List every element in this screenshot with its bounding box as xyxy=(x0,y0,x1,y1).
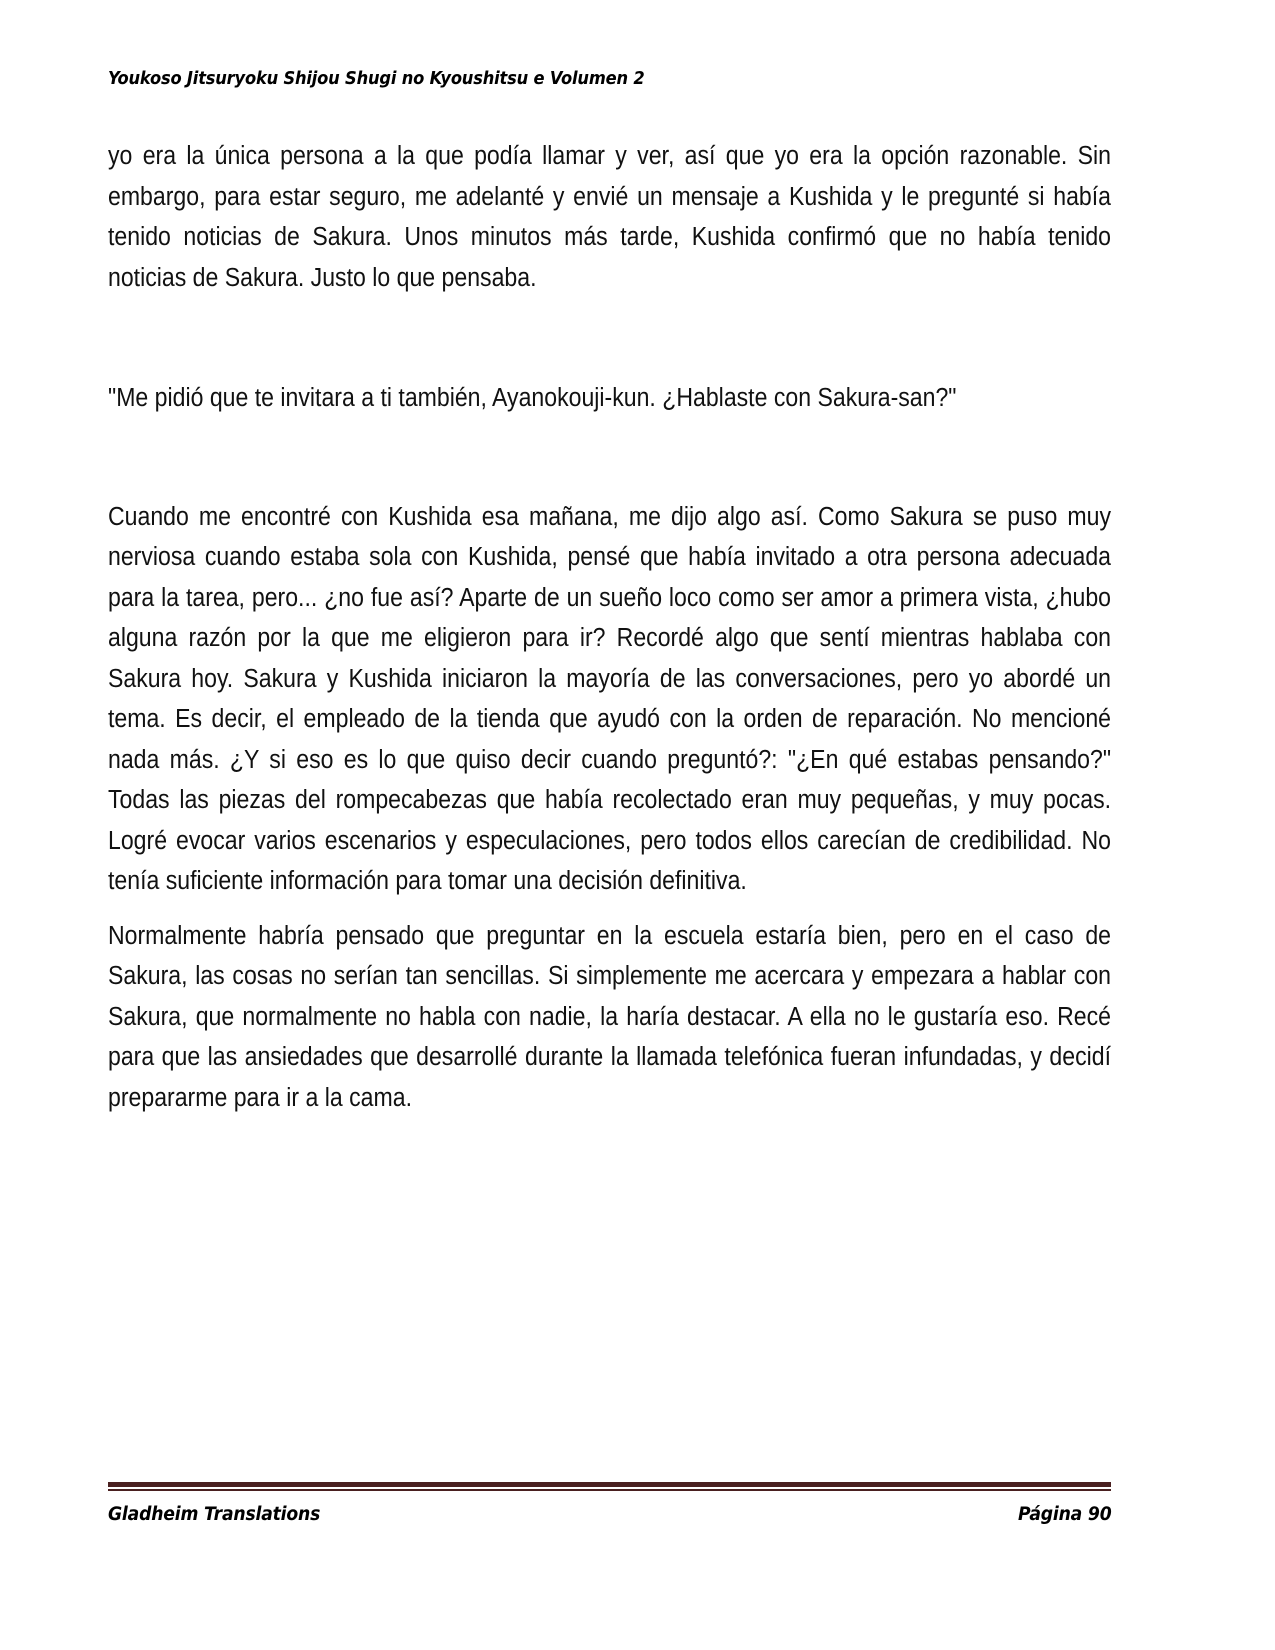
footer-divider xyxy=(108,1482,1111,1491)
footer-translator-credit: Gladheim Translations xyxy=(108,1504,321,1525)
running-header xyxy=(108,68,1111,94)
header-title: Youkoso Jitsuryoku Shijou Shugi no Kyoushitsu e Volumen 2 xyxy=(108,69,645,89)
body-paragraph: Normalmente habría pensado que preguntar en la escuela estaría bien, pero en el caso de Sakura, las cosas no serían tan sencillas. Si simplemente me acercara y empezara a hablar con Sakura, que normalmente no habla con nadie, la haría destacar. A ella no le gustaría eso. Recé para que las ansiedades que desarrollé durante la llamada telefónica fueran infundadas, y decidí prepararme para ir a la cama. xyxy=(108,921,1112,1112)
footer-content-row xyxy=(108,1504,1111,1525)
body-paragraph: Cuando me encontré con Kushida esa mañana, me dijo algo así. Como Sakura se puso muy nerviosa cuando estaba sola con Kushida, pensé que había invitado a otra persona adecuada para la tarea, pero... ¿no fue así? Aparte de un sueño loco como ser amor a primera vista, ¿hubo alguna razón por la que me eligieron para ir? Recordé algo que sentí mientras hablaba con Sakura hoy. Sakura y Kushida iniciaron la mayoría de las conversaciones, pero yo abordé un tema. Es decir, el empleado de la tienda que ayudó con la orden de reparación. No mencioné nada más. ¿Y si eso es lo que quiso decir cuando preguntó?: "¿En qué estabas pensando?" Todas las piezas del rompecabezas que había recolectado eran muy pequeñas, y muy pocas. Logré evocar varios escenarios y especulaciones, pero todos ellos carecían de credibilidad. No tenía suficiente información para tomar una decisión definitiva. xyxy=(108,502,1112,895)
page-content-area xyxy=(108,0,1111,1650)
paragraph-spacer xyxy=(108,419,1111,497)
footer-divider-thin-line xyxy=(108,1489,1111,1491)
document-body xyxy=(108,136,1111,1118)
body-paragraph: yo era la única persona a la que podía llamar y ver, así que yo era la opción razonable. Sin embargo, para estar seguro, me adelanté y envié un mensaje a Kushida y le pregunté si había tenido noticias de Sakura. Unos minutos más tarde, Kushida confirmó que no había tenido noticias de Sakura. Justo lo que pensaba. xyxy=(108,142,1112,292)
footer-page-number: Página 90 xyxy=(1017,1504,1111,1525)
running-footer xyxy=(108,1460,1111,1650)
paragraph-spacer xyxy=(108,298,1111,378)
paragraph-spacer xyxy=(108,902,1111,916)
body-paragraph-dialogue: "Me pidió que te invitara a ti también, Ayanokouji-kun. ¿Hablaste con Sakura-san?" xyxy=(108,384,957,412)
